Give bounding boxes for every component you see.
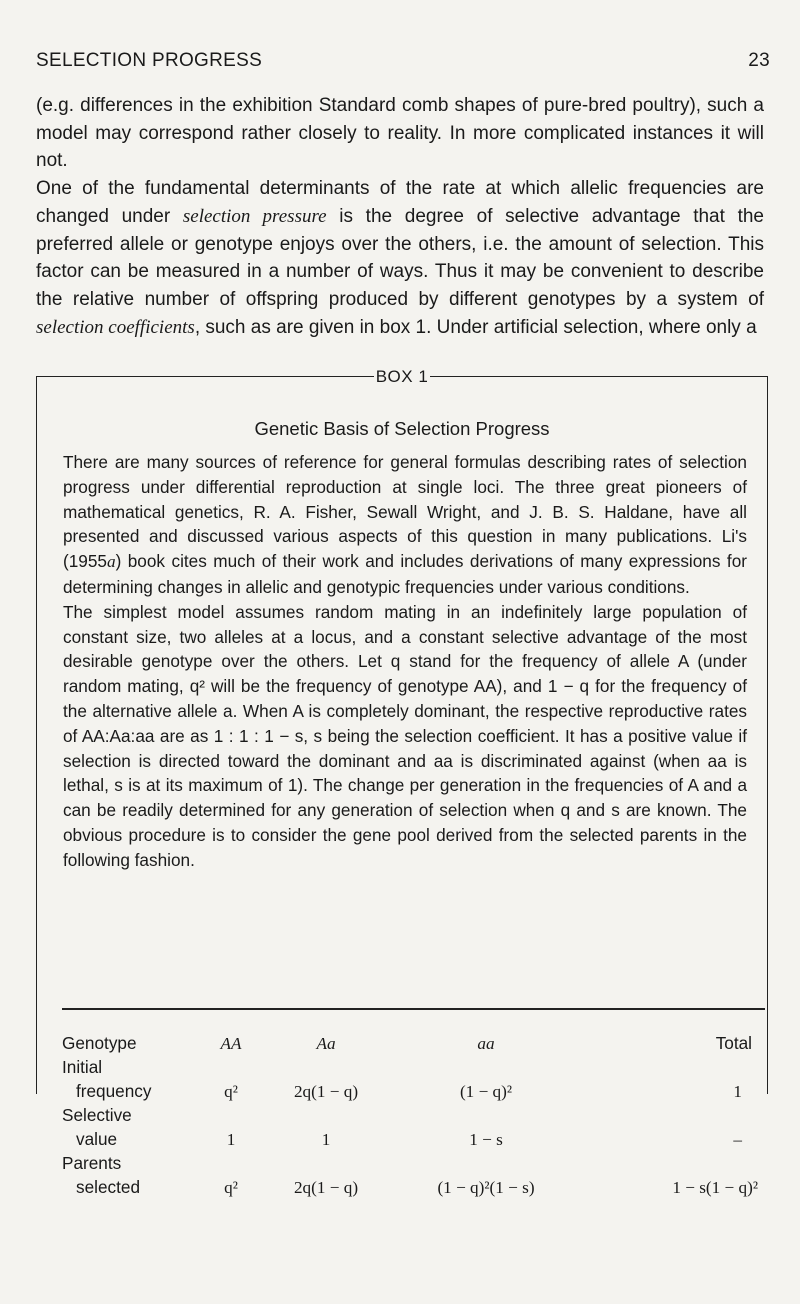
running-title: SELECTION PROGRESS: [36, 50, 263, 71]
col-header-aa: aa: [477, 1034, 495, 1053]
page-number: 23: [748, 50, 770, 71]
box-1: [36, 366, 768, 1094]
table-row: Initial: [62, 1057, 103, 1077]
table-row: Parents: [62, 1153, 122, 1173]
col-header-genotype: Genotype: [62, 1033, 137, 1053]
box-text: [63, 450, 747, 873]
table-rule: [62, 1008, 765, 1010]
col-header-Aa: Aa: [316, 1034, 336, 1053]
table-row: value 1 1 1 − s –: [76, 1129, 742, 1149]
emphasis-selection-pressure: selection pressure: [182, 205, 327, 227]
genotype-table: [62, 1030, 762, 1198]
box-paragraph-1: There are many sources of reference for general formulas describing rates of selection progress under differential reproduction at single loci. The three great pioneers of mathematical genetics, R. A. Fisher, Sewall Wright, and J. B. S. Haldane, have all presented and discussed various aspects of this question in many publications. Li's (1955a) book cites much of their work and includes derivations of many expressions for determining changes in allelic and genotypic frequencies under various conditions.: [63, 452, 747, 597]
paragraph-2: One of the fundamental determinants of the rate at which allelic frequencies are changed under selection pressure is the degree of selective advantage that the preferred allele or genotype enjoys over the others, i.e. the amount of selection. This factor can be measured in a number of ways. Thus it may be convenient to describe the relative number of offspring produced by different genotypes by a system of selection coefficients, such as are given in box 1. Under artificial selection, where only a: [36, 178, 764, 338]
paragraph-1: (e.g. differences in the exhibition Standard comb shapes of pure-bred poultry), such a model may correspond rather closely to reality. In more complicated instances it will not.: [36, 95, 764, 172]
table-row: Selective: [62, 1105, 132, 1125]
table-row: frequency q² 2q(1 − q) (1 − q)² 1: [76, 1081, 742, 1101]
table-row: selected q² 2q(1 − q) (1 − q)²(1 − s) 1 − s(1 − q)²: [76, 1177, 758, 1197]
page-header: [36, 50, 770, 72]
box-top-rule: [37, 366, 767, 386]
col-header-total: Total: [715, 1033, 752, 1053]
table-header-row: [62, 1030, 762, 1054]
box-label: BOX 1: [375, 366, 429, 386]
emphasis-selection-coefficients: selection coefficients: [36, 316, 195, 338]
col-header-AA: AA: [220, 1034, 242, 1053]
box-paragraph-2: The simplest model assumes random mating in an indefinitely large population of constant size, two alleles at a locus, and a constant selective advantage of the most desirable genotype over the others. Let q stand for the frequency of allele A (under random mating, q² will be the frequency of genotype AA), and 1 − q for the frequency of the alternative allele a. When A is completely dominant, the respective reproductive rates of AA:Aa:aa are as 1 : 1 : 1 − s, s being the selection coefficient. It has a positive value if selection is directed toward the dominant and aa is discriminated against (when aa is lethal, s is at its maximum of 1). The change per generation in the frequencies of A and a can be readily determined for any generation of selection when q and s are known. The obvious procedure is to consider the gene pool derived from the selected parents in the following fashion.: [63, 601, 747, 870]
box-title: Genetic Basis of Selection Progress: [254, 418, 550, 439]
body-text: [36, 92, 764, 341]
